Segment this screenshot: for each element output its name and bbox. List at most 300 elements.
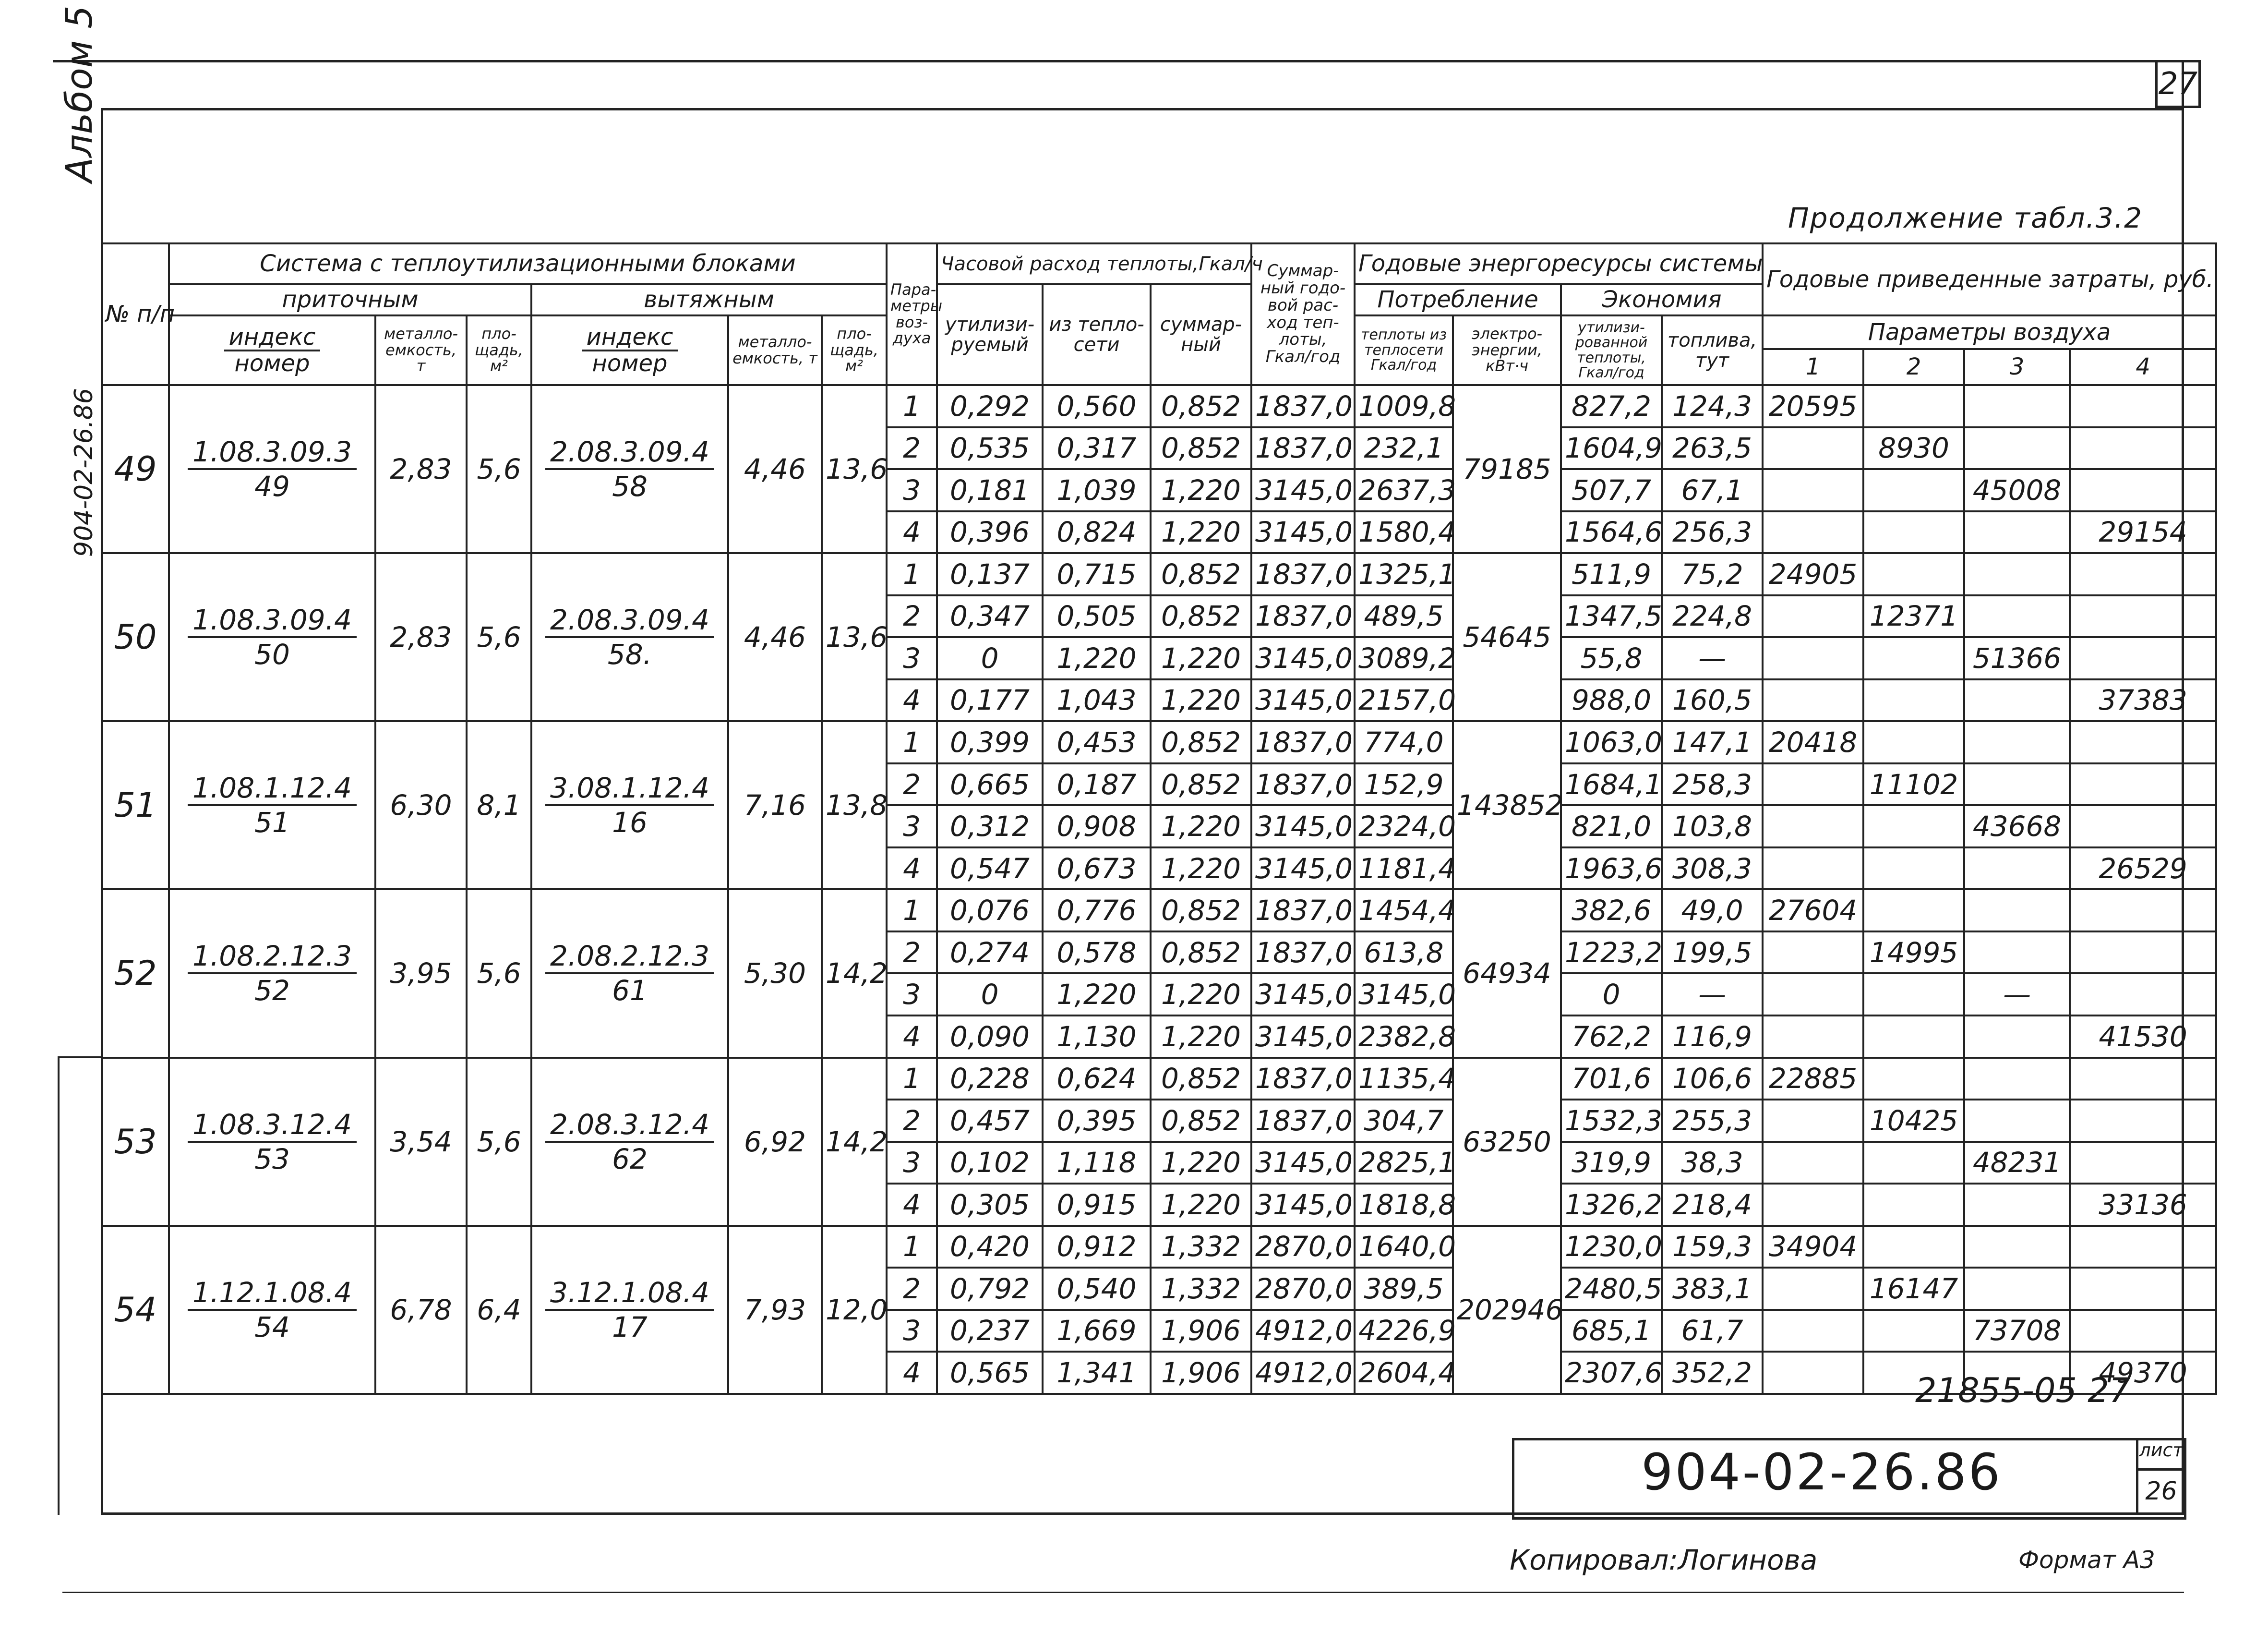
header-resources: Годовые энергоресурсы системы [1355, 243, 1763, 284]
cell-sum: 1,220 [1151, 1142, 1251, 1184]
cell-util: 0,312 [937, 805, 1043, 847]
cell-annual: 1837,0 [1251, 1100, 1355, 1142]
continuation-title: Продолжение табл.3.2 [1788, 202, 2143, 234]
header-e-index [531, 315, 728, 385]
cell-eco_heat: 1604,9 [1561, 427, 1662, 470]
exhaust-area: 13,8 [822, 721, 887, 889]
cell-sum: 0,852 [1151, 1058, 1251, 1100]
cell-c4 [2070, 1226, 2216, 1268]
air-param: 3 [887, 805, 937, 847]
cell-c3 [1964, 721, 2070, 763]
cell-sum: 0,852 [1151, 931, 1251, 974]
cell-c4 [2070, 1310, 2216, 1352]
cell-c1 [1763, 931, 1863, 974]
cell-eco_heat: 827,2 [1561, 385, 1662, 427]
cell-c1: 20418 [1763, 721, 1863, 763]
cell-c4 [2070, 889, 2216, 931]
sheet-number: 26 [2136, 1471, 2184, 1512]
supply-index [169, 889, 375, 1057]
cell-c4 [2070, 1268, 2216, 1310]
cell-util: 0 [937, 637, 1043, 679]
cell-c3 [1964, 511, 2070, 554]
cell-heat: 4226,9 [1355, 1310, 1453, 1352]
cell-eco_heat: 1564,6 [1561, 511, 1662, 554]
cell-eco_heat: 1326,2 [1561, 1184, 1662, 1226]
cell-c4 [2070, 805, 2216, 847]
air-param: 4 [887, 511, 937, 554]
cell-heat: 152,9 [1355, 763, 1453, 806]
exhaust-index-num: 2.08.3.09.4 [545, 435, 714, 470]
cell-c2 [1863, 1058, 1964, 1100]
cell-c4 [2070, 973, 2216, 1015]
supply-index-num: 1.08.3.09.4 [188, 604, 357, 638]
exhaust-index-den: 61 [612, 974, 648, 1007]
cell-c2 [1863, 553, 1964, 595]
row-number: 51 [102, 721, 169, 889]
cell-net: 0,776 [1043, 889, 1151, 931]
cell-c3 [1964, 1268, 2070, 1310]
cell-annual: 1837,0 [1251, 427, 1355, 470]
cell-sum: 1,332 [1151, 1268, 1251, 1310]
cell-annual: 3145,0 [1251, 637, 1355, 679]
cell-c3: 73708 [1964, 1310, 2070, 1352]
air-param: 3 [887, 637, 937, 679]
cell-net: 0,453 [1043, 721, 1151, 763]
cell-util: 0,399 [937, 721, 1043, 763]
supply-index-num: 1.08.1.12.4 [188, 772, 357, 806]
cell-eco_heat: 1063,0 [1561, 721, 1662, 763]
exhaust-area: 14,2 [822, 889, 887, 1057]
cell-eco_heat: 685,1 [1561, 1310, 1662, 1352]
cell-annual: 2870,0 [1251, 1226, 1355, 1268]
exhaust-index-den: 58. [607, 638, 652, 671]
cell-sum: 1,220 [1151, 469, 1251, 511]
air-param: 2 [887, 931, 937, 974]
cell-heat: 304,7 [1355, 1100, 1453, 1142]
cell-util: 0,090 [937, 1015, 1043, 1058]
cell-annual: 3145,0 [1251, 1184, 1355, 1226]
cell-util: 0,228 [937, 1058, 1043, 1100]
cell-util: 0,665 [937, 763, 1043, 806]
exhaust-index [531, 1226, 728, 1394]
cell-sum: 1,220 [1151, 679, 1251, 722]
electricity: 54645 [1453, 553, 1561, 721]
supply-area: 5,6 [467, 1058, 531, 1226]
cell-c3 [1964, 847, 2070, 890]
exhaust-metal: 6,92 [728, 1058, 822, 1226]
header-e-index-num: индекс [582, 325, 678, 351]
cell-net: 0,915 [1043, 1184, 1151, 1226]
cell-net: 0,187 [1043, 763, 1151, 806]
cell-annual: 1837,0 [1251, 763, 1355, 806]
cell-sum: 0,852 [1151, 1100, 1251, 1142]
cell-util: 0,420 [937, 1226, 1043, 1268]
cell-heat: 1640,0 [1355, 1226, 1453, 1268]
cell-c3: 43668 [1964, 805, 2070, 847]
header-h-util: утилизи-руемый [937, 284, 1043, 385]
cell-c4 [2070, 721, 2216, 763]
side-document-code: 904-02-26.86 [70, 388, 98, 557]
margin-strip-left [58, 1056, 60, 1515]
cell-c1 [1763, 763, 1863, 806]
cell-c4: 33136 [2070, 1184, 2216, 1226]
exhaust-area: 12,0 [822, 1226, 887, 1394]
cell-heat: 232,1 [1355, 427, 1453, 470]
cell-heat: 1454,4 [1355, 889, 1453, 931]
cell-sum: 0,852 [1151, 595, 1251, 638]
cell-sum: 1,220 [1151, 511, 1251, 554]
cell-c2 [1863, 889, 1964, 931]
supply-index [169, 721, 375, 889]
copied-by: Копировал:Логинова [1510, 1544, 1818, 1576]
exhaust-index-den: 16 [612, 806, 648, 839]
cell-c1 [1763, 1310, 1863, 1352]
exhaust-index-den: 58 [612, 470, 648, 503]
cell-c1 [1763, 973, 1863, 1015]
cell-fuel: 255,3 [1662, 1100, 1763, 1142]
supply-metal: 2,83 [375, 385, 467, 553]
row-number: 50 [102, 553, 169, 721]
cell-c4 [2070, 1142, 2216, 1184]
supply-index [169, 553, 375, 721]
cell-eco_heat: 762,2 [1561, 1015, 1662, 1058]
electricity: 143852 [1453, 721, 1561, 889]
cell-util: 0,547 [937, 847, 1043, 890]
header-exhaust: вытяжным [531, 284, 887, 315]
cell-eco_heat: 382,6 [1561, 889, 1662, 931]
cell-fuel: 67,1 [1662, 469, 1763, 511]
cell-c2 [1863, 805, 1964, 847]
exhaust-index-den: 17 [612, 1310, 648, 1343]
cell-c2 [1863, 1310, 1964, 1352]
cell-fuel: — [1662, 973, 1763, 1015]
cell-eco_heat: 1230,0 [1561, 1226, 1662, 1268]
cell-eco_heat: 55,8 [1561, 637, 1662, 679]
cell-eco_heat: 1223,2 [1561, 931, 1662, 974]
cell-c4 [2070, 469, 2216, 511]
cell-annual: 1837,0 [1251, 553, 1355, 595]
header-s-index [169, 315, 375, 385]
cell-util: 0,457 [937, 1100, 1043, 1142]
header-hourly: Часовой расход теплоты,Гкал/ч [937, 243, 1251, 284]
supply-metal: 2,83 [375, 553, 467, 721]
cell-net: 1,220 [1043, 973, 1151, 1015]
cell-fuel: 258,3 [1662, 763, 1763, 806]
cell-c2 [1863, 385, 1964, 427]
supply-index [169, 1226, 375, 1394]
cell-net: 1,039 [1043, 469, 1151, 511]
cell-util: 0,137 [937, 553, 1043, 595]
supply-area: 5,6 [467, 385, 531, 553]
cell-heat: 489,5 [1355, 595, 1453, 638]
cell-c2 [1863, 637, 1964, 679]
supply-metal: 6,78 [375, 1226, 467, 1394]
supply-index-num: 1.08.3.09.3 [188, 435, 357, 470]
header-c-elec: электро-энергии, кВт·ч [1453, 315, 1561, 385]
cell-util: 0,076 [937, 889, 1043, 931]
air-param: 1 [887, 553, 937, 595]
air-param: 1 [887, 889, 937, 931]
cell-c2: 12371 [1863, 595, 1964, 638]
row-number: 54 [102, 1226, 169, 1394]
cell-c1 [1763, 511, 1863, 554]
exhaust-index-num: 2.08.2.12.3 [545, 940, 714, 974]
air-param: 4 [887, 679, 937, 722]
cell-c3: 45008 [1964, 469, 2070, 511]
supply-index-den: 53 [254, 1142, 290, 1175]
cell-c1 [1763, 595, 1863, 638]
cell-heat: 1009,8 [1355, 385, 1453, 427]
exhaust-index [531, 721, 728, 889]
cell-c2 [1863, 1142, 1964, 1184]
cell-c1 [1763, 1100, 1863, 1142]
cell-c4: 41530 [2070, 1015, 2216, 1058]
cell-net: 0,824 [1043, 511, 1151, 554]
side-album-label: Альбом 5 [58, 5, 100, 182]
cell-eco_heat: 1347,5 [1561, 595, 1662, 638]
cell-sum: 1,220 [1151, 1015, 1251, 1058]
cell-eco_heat: 319,9 [1561, 1142, 1662, 1184]
header-e-index-den: номер [592, 350, 668, 377]
cell-c2: 11102 [1863, 763, 1964, 806]
cell-annual: 3145,0 [1251, 1142, 1355, 1184]
bottom-rule [62, 1592, 2184, 1593]
cell-util: 0,792 [937, 1268, 1043, 1310]
cell-c1: 34904 [1763, 1226, 1863, 1268]
air-param: 2 [887, 427, 937, 470]
cell-eco_heat: 701,6 [1561, 1058, 1662, 1100]
air-param: 2 [887, 763, 937, 806]
air-param: 1 [887, 385, 937, 427]
cell-c4 [2070, 931, 2216, 974]
cell-heat: 3089,2 [1355, 637, 1453, 679]
cell-eco_heat: 821,0 [1561, 805, 1662, 847]
air-param: 3 [887, 973, 937, 1015]
cell-net: 1,669 [1043, 1310, 1151, 1352]
cell-c4: 26529 [2070, 847, 2216, 890]
cell-annual: 4912,0 [1251, 1310, 1355, 1352]
cell-net: 1,341 [1043, 1352, 1151, 1394]
exhaust-metal: 5,30 [728, 889, 822, 1057]
cell-c4 [2070, 1100, 2216, 1142]
cell-c4: 49370 [2070, 1352, 2216, 1394]
supply-index-den: 50 [254, 638, 290, 671]
cell-util: 0,535 [937, 427, 1043, 470]
cell-c3: 48231 [1964, 1142, 2070, 1184]
cell-c1 [1763, 1268, 1863, 1310]
air-param: 3 [887, 1142, 937, 1184]
exhaust-index [531, 889, 728, 1057]
cell-fuel: 159,3 [1662, 1226, 1763, 1268]
cell-c3: — [1964, 973, 2070, 1015]
cell-c4: 37383 [2070, 679, 2216, 722]
cell-fuel: 61,7 [1662, 1310, 1763, 1352]
cell-util: 0,347 [937, 595, 1043, 638]
air-param: 1 [887, 1226, 937, 1268]
cell-fuel: 308,3 [1662, 847, 1763, 890]
exhaust-metal: 4,46 [728, 553, 822, 721]
cell-util: 0,305 [937, 1184, 1043, 1226]
cell-c3: 51366 [1964, 637, 2070, 679]
cell-c1 [1763, 1184, 1863, 1226]
cell-heat: 2382,8 [1355, 1015, 1453, 1058]
header-p2: 2 [1863, 349, 1964, 385]
exhaust-area: 14,2 [822, 1058, 887, 1226]
cell-annual: 3145,0 [1251, 511, 1355, 554]
air-param: 2 [887, 1100, 937, 1142]
exhaust-metal: 7,16 [728, 721, 822, 889]
cell-c3 [1964, 679, 2070, 722]
exhaust-area: 13,6 [822, 385, 887, 553]
cell-c3 [1964, 1015, 2070, 1058]
header-economy: Экономия [1561, 284, 1763, 315]
cell-util: 0,565 [937, 1352, 1043, 1394]
header-h-total: суммар-ный [1151, 284, 1251, 385]
cell-annual: 1837,0 [1251, 889, 1355, 931]
cell-eco_heat: 2307,6 [1561, 1352, 1662, 1394]
air-param: 2 [887, 1268, 937, 1310]
exhaust-index-num: 3.08.1.12.4 [545, 772, 714, 806]
header-e-area: пло-щадь, м² [822, 315, 887, 385]
cell-annual: 1837,0 [1251, 595, 1355, 638]
sheet-label: лист [2136, 1439, 2184, 1471]
cell-net: 0,908 [1043, 805, 1151, 847]
cell-c3 [1964, 1100, 2070, 1142]
cell-c1: 24905 [1763, 553, 1863, 595]
cell-c2: 16147 [1863, 1268, 1964, 1310]
cell-annual: 4912,0 [1251, 1352, 1355, 1394]
cell-annual: 3145,0 [1251, 973, 1355, 1015]
exhaust-index-den: 62 [612, 1142, 648, 1175]
cell-heat: 774,0 [1355, 721, 1453, 763]
cell-fuel: 75,2 [1662, 553, 1763, 595]
cell-c2 [1863, 847, 1964, 890]
cell-util: 0,274 [937, 931, 1043, 974]
cell-fuel: — [1662, 637, 1763, 679]
cell-fuel: 106,6 [1662, 1058, 1763, 1100]
cell-util: 0,292 [937, 385, 1043, 427]
cell-heat: 613,8 [1355, 931, 1453, 974]
cell-c1 [1763, 1142, 1863, 1184]
header-air-params: Пара-метры воз-духа [887, 243, 937, 385]
cell-c2 [1863, 1184, 1964, 1226]
electricity: 79185 [1453, 385, 1561, 553]
cell-fuel: 218,4 [1662, 1184, 1763, 1226]
header-s-metal: металло-емкость, т [375, 315, 467, 385]
header-e-fuel: топлива, тут [1662, 315, 1763, 385]
air-param: 4 [887, 1184, 937, 1226]
cell-net: 1,043 [1043, 679, 1151, 722]
cell-c1: 20595 [1763, 385, 1863, 427]
cell-annual: 3145,0 [1251, 847, 1355, 890]
cell-net: 0,540 [1043, 1268, 1151, 1310]
header-s-area: пло-щадь, м² [467, 315, 531, 385]
cell-c2: 8930 [1863, 427, 1964, 470]
electricity: 63250 [1453, 1058, 1561, 1226]
supply-metal: 3,54 [375, 1058, 467, 1226]
cell-sum: 0,852 [1151, 763, 1251, 806]
cell-eco_heat: 1532,3 [1561, 1100, 1662, 1142]
header-s-index-num: индекс [224, 325, 321, 351]
cell-c3 [1964, 763, 2070, 806]
cell-c4: 29154 [2070, 511, 2216, 554]
cell-fuel: 160,5 [1662, 679, 1763, 722]
cell-c1 [1763, 847, 1863, 890]
table-row [102, 1058, 2216, 1100]
cell-c4 [2070, 1058, 2216, 1100]
cell-heat: 1580,4 [1355, 511, 1453, 554]
cell-c4 [2070, 553, 2216, 595]
cell-annual: 3145,0 [1251, 469, 1355, 511]
cell-c3 [1964, 931, 2070, 974]
cell-c2: 14995 [1863, 931, 1964, 974]
frame-top [101, 108, 2182, 110]
cell-c2 [1863, 679, 1964, 722]
cell-sum: 1,332 [1151, 1226, 1251, 1268]
cell-net: 0,560 [1043, 385, 1151, 427]
header-n: № п/п [102, 243, 169, 385]
cell-heat: 1325,1 [1355, 553, 1453, 595]
cell-net: 0,673 [1043, 847, 1151, 890]
cell-util: 0,396 [937, 511, 1043, 554]
cell-c2 [1863, 973, 1964, 1015]
cell-c2 [1863, 511, 1964, 554]
cell-sum: 0,852 [1151, 385, 1251, 427]
cell-heat: 3145,0 [1355, 973, 1453, 1015]
air-param: 4 [887, 1015, 937, 1058]
cell-c3 [1964, 595, 2070, 638]
air-param: 2 [887, 595, 937, 638]
exhaust-index-num: 2.08.3.12.4 [545, 1108, 714, 1143]
cell-util: 0,237 [937, 1310, 1043, 1352]
cell-c3 [1964, 553, 2070, 595]
cell-c4 [2070, 385, 2216, 427]
cell-c3 [1964, 889, 2070, 931]
table-row [102, 721, 2216, 763]
cell-c1 [1763, 1352, 1863, 1394]
cell-heat: 1135,4 [1355, 1058, 1453, 1100]
header-s-index-den: номер [234, 350, 310, 377]
exhaust-area: 13,6 [822, 553, 887, 721]
row-number: 52 [102, 889, 169, 1057]
cell-net: 1,118 [1043, 1142, 1151, 1184]
air-param: 4 [887, 847, 937, 890]
document-reference: 21855-05 27 [1915, 1371, 2131, 1410]
cell-c4 [2070, 595, 2216, 638]
cell-heat: 389,5 [1355, 1268, 1453, 1310]
cell-fuel: 256,3 [1662, 511, 1763, 554]
cell-fuel: 116,9 [1662, 1015, 1763, 1058]
cell-fuel: 147,1 [1662, 721, 1763, 763]
cell-c1 [1763, 1015, 1863, 1058]
supply-area: 5,6 [467, 889, 531, 1057]
cell-heat: 2157,0 [1355, 679, 1453, 722]
stamp-code: 904-02-26.86 [1641, 1443, 2002, 1501]
header-h-net: из тепло-сети [1043, 284, 1151, 385]
cell-annual: 1837,0 [1251, 931, 1355, 974]
cell-util: 0,102 [937, 1142, 1043, 1184]
page-number: 27 [2155, 60, 2201, 108]
cell-c2 [1863, 1226, 1964, 1268]
cell-c3 [1964, 427, 2070, 470]
exhaust-index [531, 385, 728, 553]
paper-format: Формат А3 [2018, 1546, 2155, 1574]
cell-eco_heat: 0 [1561, 973, 1662, 1015]
cell-c3 [1964, 1226, 2070, 1268]
cell-net: 1,220 [1043, 637, 1151, 679]
header-supply: приточным [169, 284, 531, 315]
supply-index-den: 52 [254, 974, 290, 1007]
